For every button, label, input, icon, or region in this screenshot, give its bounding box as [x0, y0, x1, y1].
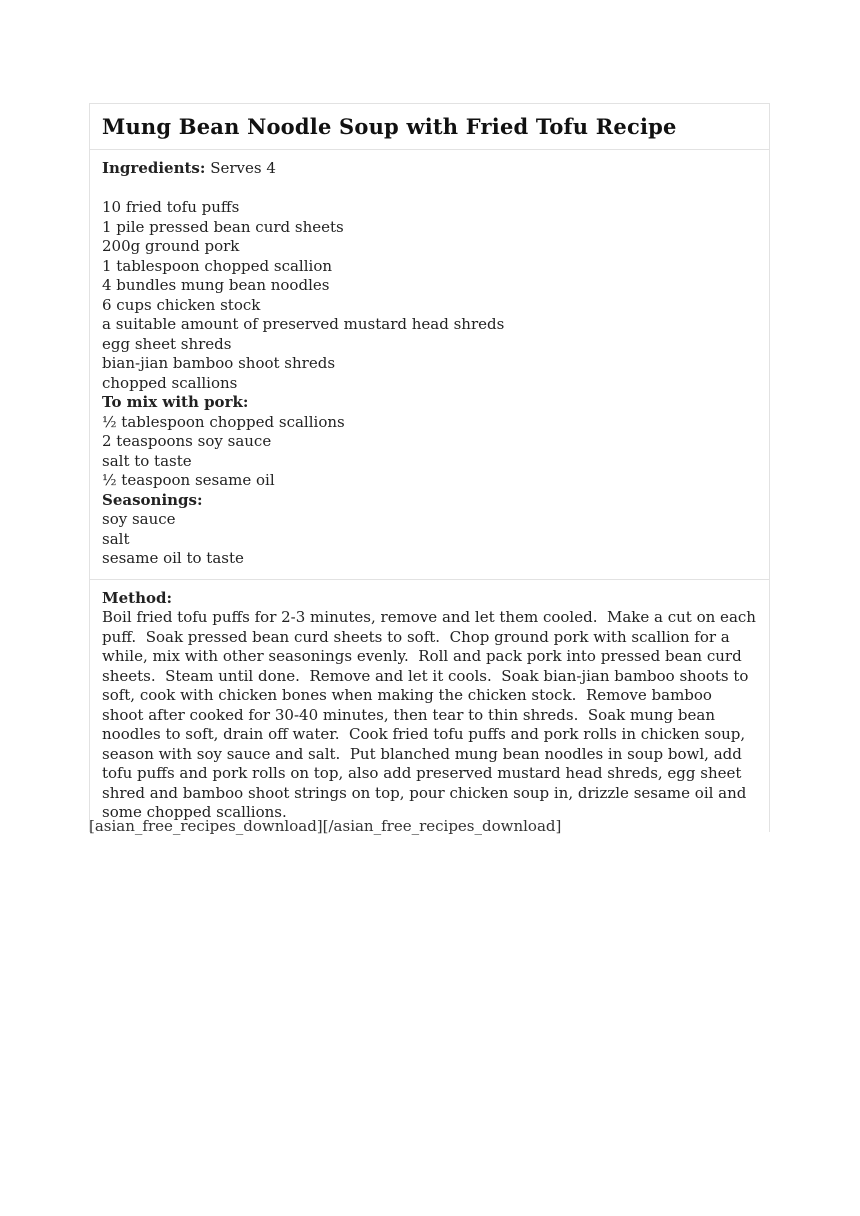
ingredient-line: 4 bundles mung bean noodles	[102, 276, 330, 294]
method-text: Boil fried tofu puffs for 2-3 minutes, remove and let them cooled. Make a cut on each puff. Soak pressed bean curd sheets to soft. Chop ground pork with scallion for a while, mix with other seasonings evenly. Roll and pack pork into pressed bean curd sheets. Steam until done. Remove and let it cools. Soak bian-jian bamboo shoots to soft, cook with chicken bones when making the chicken stock. Remove bamboo shoot after cooked for 30-40 minutes, then tear to thin shreds. Soak mung bean noodles to soft, drain off water. Cook fried tofu puffs and pork rolls in chicken soup, season with soy sauce and salt. Put blanched mung bean noodles in soup bowl, add tofu puffs and pork rolls on top, also add preserved mustard head shreds, egg sheet shred and bamboo shoot strings on top, pour chicken soup in, drizzle sesame oil and some chopped scallions.	[102, 608, 761, 821]
ingredient-line: soy sauce	[102, 510, 176, 528]
ingredients-section	[90, 150, 769, 580]
serves-value: Serves 4	[210, 159, 276, 177]
seasonings-label: Seasonings:	[102, 490, 203, 509]
ingredient-line: chopped scallions	[102, 373, 238, 392]
ingredient-line: 6 cups chicken stock	[102, 295, 261, 314]
ingredient-line: 200g ground pork	[102, 237, 240, 255]
recipe-title: Mung Bean Noodle Soup with Fried Tofu Recipe	[102, 114, 677, 139]
ingredient-line: egg sheet shreds	[102, 334, 232, 353]
ingredients-label: Ingredients:	[102, 159, 206, 177]
ingredient-line: sesame oil to taste	[102, 549, 244, 567]
recipe-card	[89, 103, 770, 832]
ingredients-header-line	[102, 159, 757, 179]
ingredient-line: ½ teaspoon sesame oil	[102, 471, 275, 489]
method-section	[90, 580, 769, 832]
mix-with-pork-label: To mix with pork:	[102, 393, 249, 411]
ingredient-line: 2 teaspoons soy sauce	[102, 432, 272, 450]
ingredient-line: 1 tablespoon chopped scallion	[102, 256, 333, 275]
ingredient-line: a suitable amount of preserved mustard head shreds	[102, 315, 505, 333]
ingredient-line: ½ tablespoon chopped scallions	[102, 412, 345, 431]
ingredient-line: salt to taste	[102, 451, 192, 470]
ingredient-line: salt	[102, 529, 130, 548]
recipe-title-section	[90, 104, 769, 150]
ingredient-line: 10 fried tofu puffs	[102, 198, 240, 216]
shortcode-text: [asian_free_recipes_download][/asian_free_recipes_download]	[89, 817, 562, 835]
blank-line	[102, 179, 757, 199]
ingredient-line: 1 pile pressed bean curd sheets	[102, 217, 344, 236]
ingredient-line: bian-jian bamboo shoot shreds	[102, 354, 336, 372]
method-label: Method:	[102, 588, 173, 607]
